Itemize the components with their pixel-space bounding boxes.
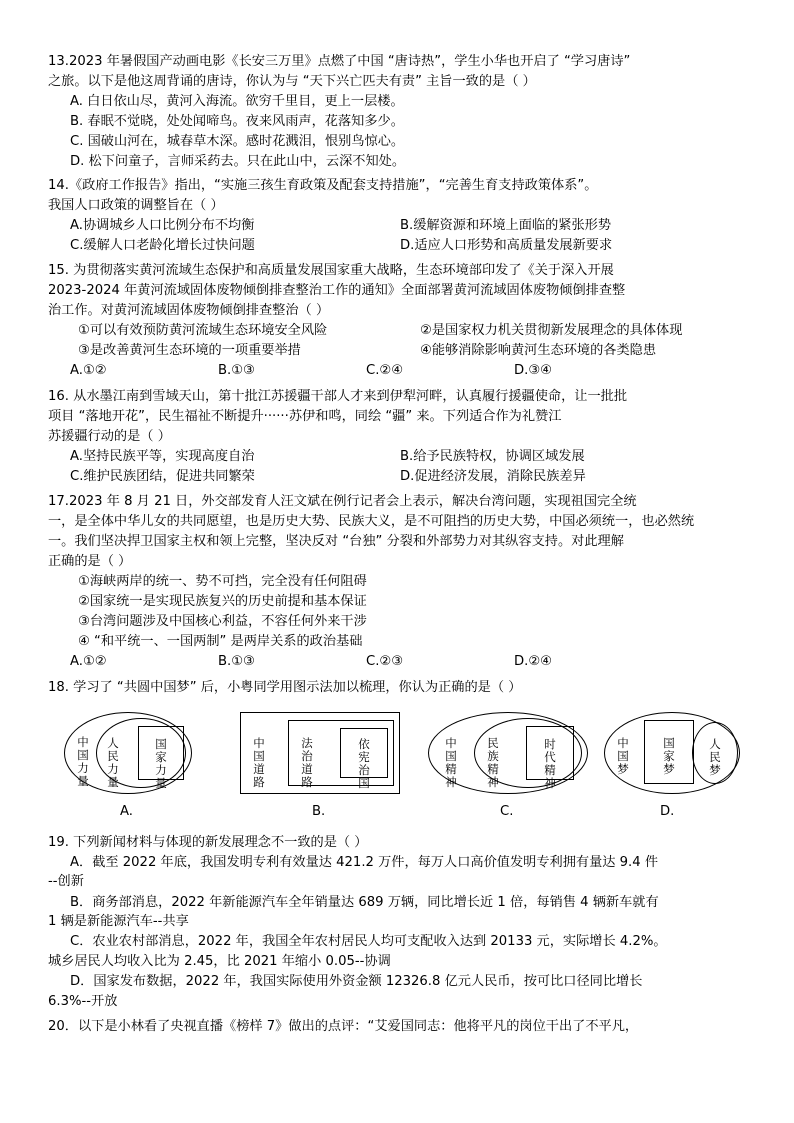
question-19-option-a-line-1[interactable]: A．截至 2022 年底，我国发明专利有效量达 421.2 万件，每万人口高价值发明专利拥有量达 9.4 件 <box>70 854 659 870</box>
figure-b-label-2: 法治道路 <box>301 735 313 790</box>
question-16-stem-line-3: 苏援疆行动的是（ ） <box>48 428 171 444</box>
question-17-stem-line-2: 一，是全体中华儿女的共同愿望，也是历史大势、民族大义，是不可阻挡的历史大势，中国必须统一，也必然统 <box>48 513 695 529</box>
question-13-option-a[interactable]: A. 白日依山尽，黄河入海流。欲穷千里目，更上一层楼。 <box>70 94 404 110</box>
question-19-option-a-line-2: --创新 <box>48 874 84 890</box>
question-19-option-d-line-1[interactable]: D．国家发布数据，2022 年，我国实际使用外资金额 12326.8 亿元人民币，按可比口径同比增长 <box>70 974 643 990</box>
question-16-options-row-1 <box>48 447 746 467</box>
figure-c[interactable] <box>428 708 603 819</box>
figure-b-label-3: 依宪治国 <box>358 736 370 791</box>
question-15-option-b[interactable]: B.①③ <box>218 363 255 379</box>
question-15-sub-row-1 <box>48 321 746 341</box>
question-14-option-d[interactable]: D.适应人口形势和高质量发展新要求 <box>400 238 613 254</box>
figure-b-label-1: 中国道路 <box>253 735 265 790</box>
question-16-stem-line-1: 16. 从水墨江南到雪域天山，第十批江苏援疆干部人才来到伊犁河畔，认真履行援疆使命，让一批批 <box>48 388 628 404</box>
figure-d-label-1: 中国梦 <box>617 735 629 777</box>
question-13-stem-line-1: 13.2023 年暑假国产动画电影《长安三万里》点燃了中国 “唐诗热”，学生小华也开启了 “学习唐诗” <box>48 54 631 69</box>
question-15-stem-line-2: 2023-2024 年黄河流域固体废物倾倒排查整治工作的通知》全面部署黄河流域固体废物倾倒排查整 <box>48 283 626 299</box>
question-17-option-c[interactable]: C.②③ <box>366 654 404 670</box>
question-14-options-row-2 <box>48 236 746 256</box>
question-16-option-a[interactable]: A.坚持民族平等，实现高度自治 <box>70 448 255 464</box>
question-16-options-row-2 <box>48 467 746 487</box>
question-15-answer-row <box>48 361 746 381</box>
question-15 <box>48 261 746 382</box>
question-17-sub-3: ③台湾问题涉及中国核心利益，不容任何外来干涉 <box>78 613 367 629</box>
figure-a-letter: A. <box>120 803 133 819</box>
figure-b-letter: B. <box>312 803 326 819</box>
question-19-stem-line-1: 19. 下列新闻材料与体现的新发展理念不一致的是（ ） <box>48 834 368 850</box>
question-16-option-c[interactable]: C.维护民族团结，促进共同繁荣 <box>70 468 255 484</box>
question-17-sub-1: ①海峡两岸的统一、势不可挡，完全没有任何阻碍 <box>78 573 367 589</box>
question-17-sub-4: ④ “和平统一、一国两制” 是两岸关系的政治基础 <box>78 634 363 650</box>
question-18 <box>48 678 746 828</box>
question-15-stem-line-3: 治工作。对黄河流域固体废物倾倒排查整治（ ） <box>48 303 330 319</box>
figure-d-label-3: 人民梦 <box>709 736 721 778</box>
figure-b[interactable] <box>240 708 415 819</box>
question-16 <box>48 387 746 487</box>
question-15-option-d[interactable]: D.③④ <box>514 363 552 379</box>
question-18-figures <box>48 708 746 828</box>
question-15-option-c[interactable]: C.②④ <box>366 363 404 379</box>
question-17-stem-line-1: 17.2023 年 8 月 21 日，外交部发育人汪文斌在例行记者会上表示，解决台湾问题，实现祖国完全统 <box>48 493 637 509</box>
question-17-option-d[interactable]: D.②④ <box>514 654 552 670</box>
question-19-option-c-line-1[interactable]: C．农业农村部消息，2022 年，我国全年农村居民人均可支配收入达到 20133 元，实际增长 4.2%。 <box>70 934 667 950</box>
figure-b-inner-rect <box>340 728 388 791</box>
question-16-stem-line-2: 项目 “落地开花”，民生福祉不断提升······苏伊和鸣，同绘 “疆” 来。下列适合作为礼赞江 <box>48 408 562 424</box>
figure-c-label-1: 中国精神 <box>445 735 457 790</box>
question-14 <box>48 176 746 256</box>
question-13-option-b[interactable]: B. 春眠不觉晓，处处闻啼鸟。夜来风雨声，花落知多少。 <box>70 113 404 129</box>
question-15-stem-line-1: 15. 为贯彻落实黄河流域生态保护和高质量发展国家重大战略，生态环境部印发了《关于深入开展 <box>48 263 614 279</box>
question-19 <box>48 833 746 1013</box>
question-18-stem-line-1: 18. 学习了 “共圆中国梦” 后，小粤同学用图示法加以梳理，你认为正确的是（ ） <box>48 679 522 695</box>
question-14-stem-line-2: 我国人口政策的调整旨在（ ） <box>48 198 224 214</box>
figure-c-letter: C. <box>500 803 514 819</box>
question-17 <box>48 492 746 673</box>
question-15-option-a[interactable]: A.①② <box>70 363 107 379</box>
question-13-stem-line-2: 之旅。以下是他这周背诵的唐诗，你认为与 “天下兴亡匹夫有责” 主旨一致的是（ ） <box>48 74 536 90</box>
question-16-option-d[interactable]: D.促进经济发展，消除民族差异 <box>400 468 586 484</box>
question-15-sub-2: ②是国家权力机关贯彻新发展理念的具体体现 <box>420 323 683 339</box>
question-19-option-b-line-2: 1 辆是新能源汽车--共享 <box>48 914 189 930</box>
figure-a-label-1: 中国力量 <box>77 734 89 789</box>
figure-d-inner-ellipse <box>692 722 738 784</box>
question-16-option-b[interactable]: B.给予民族特权，协调区域发展 <box>400 448 585 464</box>
question-15-sub-3: ③是改善黄河生态环境的一项重要举措 <box>78 343 301 359</box>
figure-a-inner-rect <box>138 726 184 791</box>
question-15-sub-1: ①可以有效预防黄河流域生态环境安全风险 <box>78 323 328 339</box>
question-17-stem-line-3: 一。我们坚决捍卫国家主权和领上完整，坚决反对 “台独” 分裂和外部势力对其纵容支持。对此理解 <box>48 533 624 549</box>
figure-d-letter: D. <box>660 803 675 819</box>
question-17-option-b[interactable]: B.①③ <box>218 654 255 670</box>
question-14-option-a[interactable]: A.协调城乡人口比例分布不均衡 <box>70 218 255 234</box>
figure-c-label-2: 民族精神 <box>487 735 499 790</box>
question-15-sub-row-2 <box>48 341 746 361</box>
question-13-option-c[interactable]: C. 国破山河在，城春草木深。感时花溅泪，恨别鸟惊心。 <box>70 133 405 149</box>
question-14-stem-line-1: 14.《政府工作报告》指出，“实施三孩生育政策及配套支持措施”，“完善生育支持政策体系”。 <box>48 178 598 194</box>
figure-d[interactable] <box>604 708 764 819</box>
question-19-option-d-line-2: 6.3%--开放 <box>48 994 118 1010</box>
question-17-stem-line-4: 正确的是（ ） <box>48 553 132 569</box>
question-13 <box>48 52 746 171</box>
question-17-answer-row <box>48 652 746 672</box>
question-20 <box>48 1017 746 1037</box>
question-13-option-d[interactable]: D. 松下问童子，言师采药去。只在此山中，云深不知处。 <box>70 153 406 169</box>
figure-a-label-3: 国家力量 <box>155 736 167 791</box>
question-14-option-b[interactable]: B.缓解资源和环境上面临的紧张形势 <box>400 218 612 234</box>
question-19-option-b-line-1[interactable]: B．商务部消息，2022 年新能源汽车全年销量达 689 万辆，同比增长近 1 倍，每销售 4 辆新车就有 <box>70 894 659 910</box>
figure-a-label-2: 人民力量 <box>107 735 119 790</box>
question-19-option-c-line-2: 城乡居民人均收入比为 2.45，比 2021 年缩小 0.05--协调 <box>48 954 391 970</box>
figure-a[interactable] <box>64 708 224 819</box>
question-14-options-row-1 <box>48 216 746 236</box>
figure-d-inner-rect <box>644 720 694 784</box>
figure-d-label-2: 国家梦 <box>663 735 675 777</box>
figure-c-inner-rect <box>526 726 574 791</box>
question-17-option-a[interactable]: A.①② <box>70 654 107 670</box>
question-14-option-c[interactable]: C.缓解人口老龄化增长过快问题 <box>70 238 255 254</box>
question-20-stem-line-1: 20．以下是小林看了央视直播《榜样 7》做出的点评：“艾爱国同志：他将平凡的岗位干出了不平凡， <box>48 1019 639 1035</box>
question-17-sub-2: ②国家统一是实现民族复兴的历史前提和基本保证 <box>78 593 367 609</box>
question-15-sub-4: ④能够消除影响黄河生态环境的各类隐患 <box>420 343 657 359</box>
figure-c-label-3: 时代精神 <box>544 736 556 791</box>
